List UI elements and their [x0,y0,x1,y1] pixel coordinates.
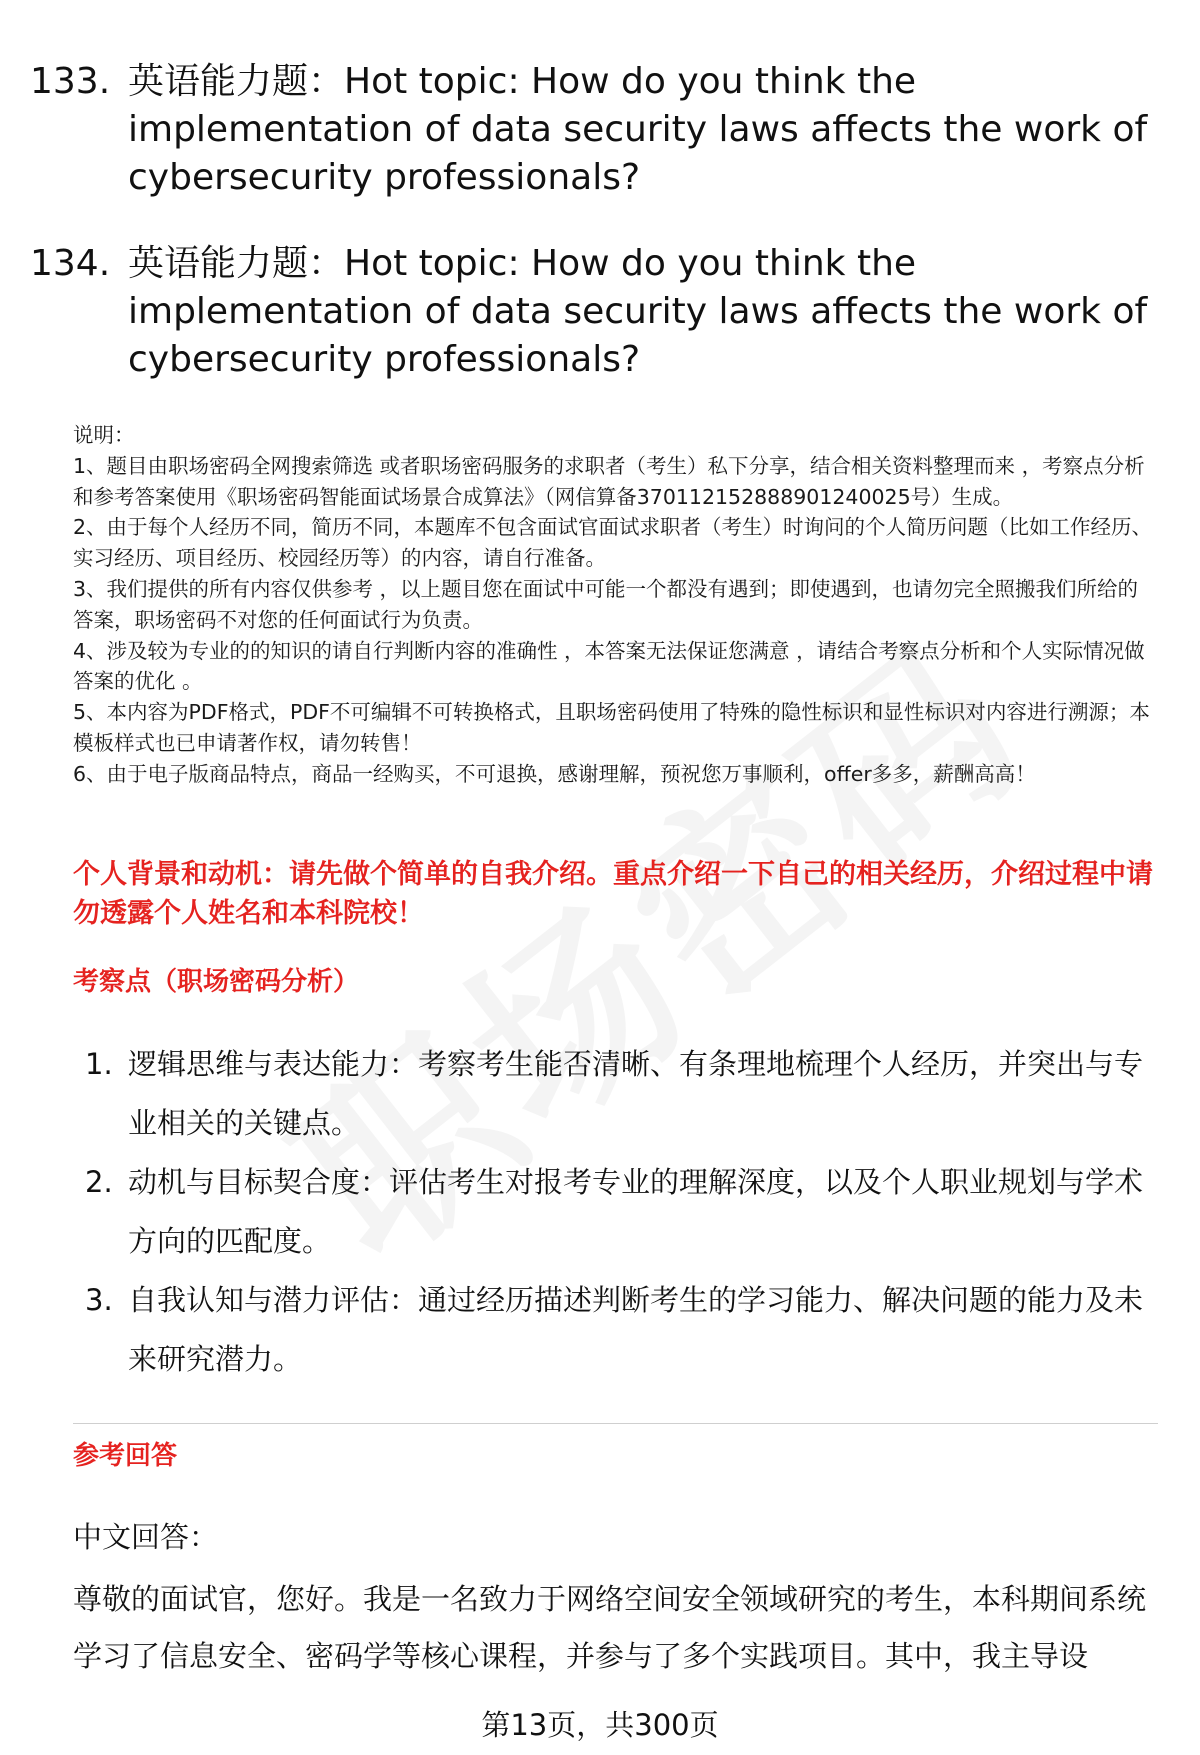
list-item [73,1271,1163,1389]
notes-item-4: 4、涉及较为专业的的知识的请自行判断内容的准确性 ，本答案无法保证您满意 ，请结合考察点分析和个人实际情况做答案的优化 。 [73,638,1145,694]
list-item-text: 逻辑思维与表达能力：考察考生能否清晰、有条理地梳理个人经历，并突出与专业相关的关键点。 [128,1047,1144,1140]
list-item [73,1035,1163,1153]
chinese-answer-text: 尊敬的面试官，您好。我是一名致力于网络空间安全领域研究的考生，本科期间系统学习了信息安全、密码学等核心课程，并参与了多个实践项目。其中，我主导设 [73,1582,1147,1673]
notes-item-1: 1、题目由职场密码全网搜索筛选 或者职场密码服务的求职者（考生）私下分享，结合相关资料整理而来 ，考察点分析和参考答案使用《职场密码智能面试场景合成算法》（网信算备370112152888901240025号）生成。 [73,453,1145,509]
list-item-text: 动机与目标契合度：评估考生对报考专业的理解深度，以及个人职业规划与学术方向的匹配度。 [128,1165,1144,1258]
page-footer: 第13页，共300页 [481,1708,719,1742]
question-133 [30,58,1150,202]
list-item-number: 1. [85,1047,113,1081]
list-item-number: 2. [85,1165,113,1199]
notes-item-6: 6、由于电子版商品特点，商品一经购买，不可退换，感谢理解，预祝您万事顺利，offer多多，薪酬高高！ [73,761,1036,786]
list-item-text: 自我认知与潜力评估：通过经历描述判断考生的学习能力、解决问题的能力及未来研究潜力。 [128,1283,1144,1376]
assessment-points-heading: 考察点（职场密码分析） [73,967,360,997]
notes-title: 说明： [73,423,135,447]
notes-item-5: 5、本内容为PDF格式，PDF不可编辑不可转换格式，且职场密码使用了特殊的隐性标识和显性标识对内容进行溯源；本模板样式也已申请著作权，请勿转售！ [73,700,1150,755]
question-number: 133. [30,61,111,102]
question-text: 英语能力题：Hot topic: How do you think the implementation of data security laws affects the work of cybersecurity professionals? [128,61,1148,198]
notes-item-2: 2、由于每个人经历不同，简历不同，本题库不包含面试官面试求职者（考生）时询问的个人简历问题（比如工作经历、实习经历、项目经历、校园经历等）的内容，请自行准备。 [73,515,1153,571]
notes-section [73,420,1158,790]
chinese-answer-label: 中文回答： [73,1520,219,1554]
assessment-points-list [73,1035,1163,1389]
notes-item-3: 3、我们提供的所有内容仅供参考 ，以上题目您在面试中可能一个都没有遇到；即使遇到，也请勿完全照搬我们所给的答案，职场密码不对您的任何面试行为负责。 [73,576,1139,632]
question-134 [30,240,1150,384]
question-number: 134. [30,243,111,284]
list-item-number: 3. [85,1283,113,1317]
question-text: 英语能力题：Hot topic: How do you think the implementation of data security laws affects the work of cybersecurity professionals? [128,243,1148,380]
reference-answer-heading: 参考回答 [73,1441,178,1471]
list-item [73,1153,1163,1271]
motivation-heading: 个人背景和动机：请先做个简单的自我介绍。重点介绍一下自己的相关经历，介绍过程中请勿透露个人姓名和本科院校！ [73,859,1153,929]
section-divider [73,1423,1158,1424]
